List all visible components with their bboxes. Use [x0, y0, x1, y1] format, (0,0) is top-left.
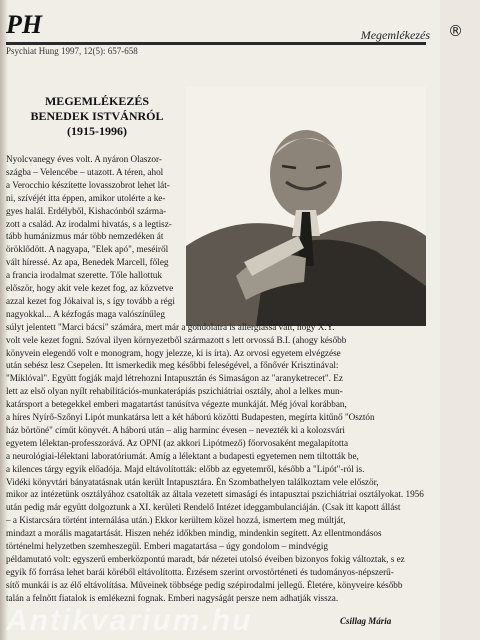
body-line: talán a felnőtt fiatalok is emlékezni fognak. Emberi nagyságát persze nem adhatják vissza.: [6, 592, 339, 603]
body-line: volt vele kezet fogni. Szóval ilyen környezetből származott s lett orvossá B.I. (ahogy később: [6, 334, 347, 345]
section-title: Megemlékezés: [360, 28, 430, 42]
body-line: lett az első olyan nyílt rehabilitációs-munkaterápiás pszichiátriai osztály, ahol a lelkes mun-: [6, 386, 343, 397]
watermark: Antikvarium.hu: [6, 604, 253, 637]
body-line: a kilences tárgy egyik előadója. Majd eltávolították: előbb az egyetemről, később a "Lipót"-ról is.: [6, 463, 365, 474]
portrait-photo: [186, 86, 426, 326]
body-line: azzal kezet fog Jókaival is, s így tovább a régi: [6, 295, 175, 306]
body-line: a híres Nyírő-Szőnyi Lipót munkatársa lett a két háború közötti Budapesten, megírta kitűnő "Osztón: [6, 412, 375, 422]
body-line: sítő munkái is az élő eltávolítása. Műveinek többsége pedig szépirodalmi jellegű. Életére, könyveire később: [6, 579, 403, 590]
title-line-3: (1915-1996): [67, 124, 127, 138]
article-title: [14, 94, 180, 139]
body-line: öröklődött. A nagyapa, "Elek apó", meséiről: [6, 244, 169, 255]
body-line: zott a család. Az irodalmi hivatás, s a legtisz-: [6, 218, 172, 229]
body-line: után sebész lesz Csepelen. Itt ismerkedik meg későbbi feleségével, a főnővér Krisztinával:: [6, 360, 339, 371]
body-line: először, hogy akit vele kezet fog, az közvetve: [6, 283, 174, 293]
body-line: Nyolcvanegy éves volt. A nyáron Olaszor-: [6, 154, 162, 164]
journal-logo: PH: [6, 10, 43, 39]
body-line: mindazt a morális magatartását. Hiszen nehéz időkben mindig, mindenkin segített. Az ellentmondásos: [6, 528, 382, 539]
portrait-image: [186, 86, 426, 326]
body-line: történelmi helyzetben szemheszegül. Emberi magatartása – úgy gondolom – mindvégig: [6, 541, 328, 551]
body-line: nagyokkal... A kézfogás maga valószínűleg: [6, 308, 165, 319]
body-line: ház börtöné" címűt könyvét. A háború után – alig harminc évesen – nevezték ki a kolozsvári: [6, 424, 345, 435]
body-line: súlyt jelentett "Marci bácsi" számára, mert már a gondolatra is allergiássá vált, hogy X.Y.: [6, 321, 335, 332]
body-line: szágba – Velencébe – utazott. A téren, ahol: [6, 166, 164, 177]
author-signature: Csillag Mária: [340, 616, 392, 626]
body-line: "Miklóval". Együtt fogják majd létrehozni Intapusztán és Simaságon az "aranyketrecet". Ez: [6, 373, 343, 384]
body-line: gyes halál. Erdélyből, Kishacónból szárma-: [6, 205, 167, 216]
body-line: Vidéki könyvtári bányatatásnak után került Intapusztára. Én Szombathelyen találkoztam vele először,: [6, 476, 379, 487]
body-line: a Verocchio készítette lovasszobrot lehet lát-: [6, 179, 170, 190]
body-line: tább humánizmus már több nemzedéken át: [6, 231, 164, 242]
facing-page-edge: [440, 0, 480, 640]
body-line: vált híressé. Az apa, Benedek Marcell, főleg: [6, 257, 169, 268]
body-line: egyetem lélektan-professzorává. Az OPNI (az akkori Lipótmező) főorvosaként megalapította: [6, 437, 349, 448]
body-line: a francia irodalmat szerette. Tőle hallottuk: [6, 270, 162, 281]
body-line: könyvein elegendő volt e monogram, hogy jelezze, ki is írta). Az orvosi egyetem elvégzése: [6, 347, 341, 358]
journal-citation: Psychiat Hung 1997, 12(5): 657-658: [6, 46, 138, 56]
body-line: – a Kistarcsára történt internálása után.) Ekkor kerültem közel hozzá, ismertem meg múltját,: [6, 515, 346, 526]
body-line: egyik fő forrása lehet barái köréből eltávolította. Érzésem szerint orvostörténeti és tudományos-népszerű-: [6, 566, 394, 577]
body-line: ni, szívéjét itta éppen, amikor utolérte a ke-: [6, 192, 166, 203]
body-line: a neurológiai-lélektani laboratóriumát. Amíg a lélektant a budapesti egyetemen nem tiltották be,: [6, 450, 359, 461]
body-line: után pedig már együtt dolgoztunk a XI. kerületi Rendelő Intézet ideggambulanciáján. (Csak itt kapott állást: [6, 502, 401, 513]
registered-mark: ®: [448, 22, 463, 40]
body-line: példamutató volt: egyszerű emberközpontú maradt, bár nézetei utolsó éveiben bizonyos fokig változtak, s ez: [6, 553, 405, 564]
body-line: katársport a betegekkel emberi magatartást tanúsítva végezte munkáját. Még jóval korábban,: [6, 399, 347, 410]
title-line-1: MEGEMLÉKEZÉS: [44, 94, 150, 108]
title-line-2: BENEDEK ISTVÁNRÓL: [30, 109, 164, 123]
body-line: mikor az intézetünk osztályához csatolták az általa vezetett simaságí és intapusztai pszichiátriai osztályokat. 1956: [6, 489, 424, 500]
